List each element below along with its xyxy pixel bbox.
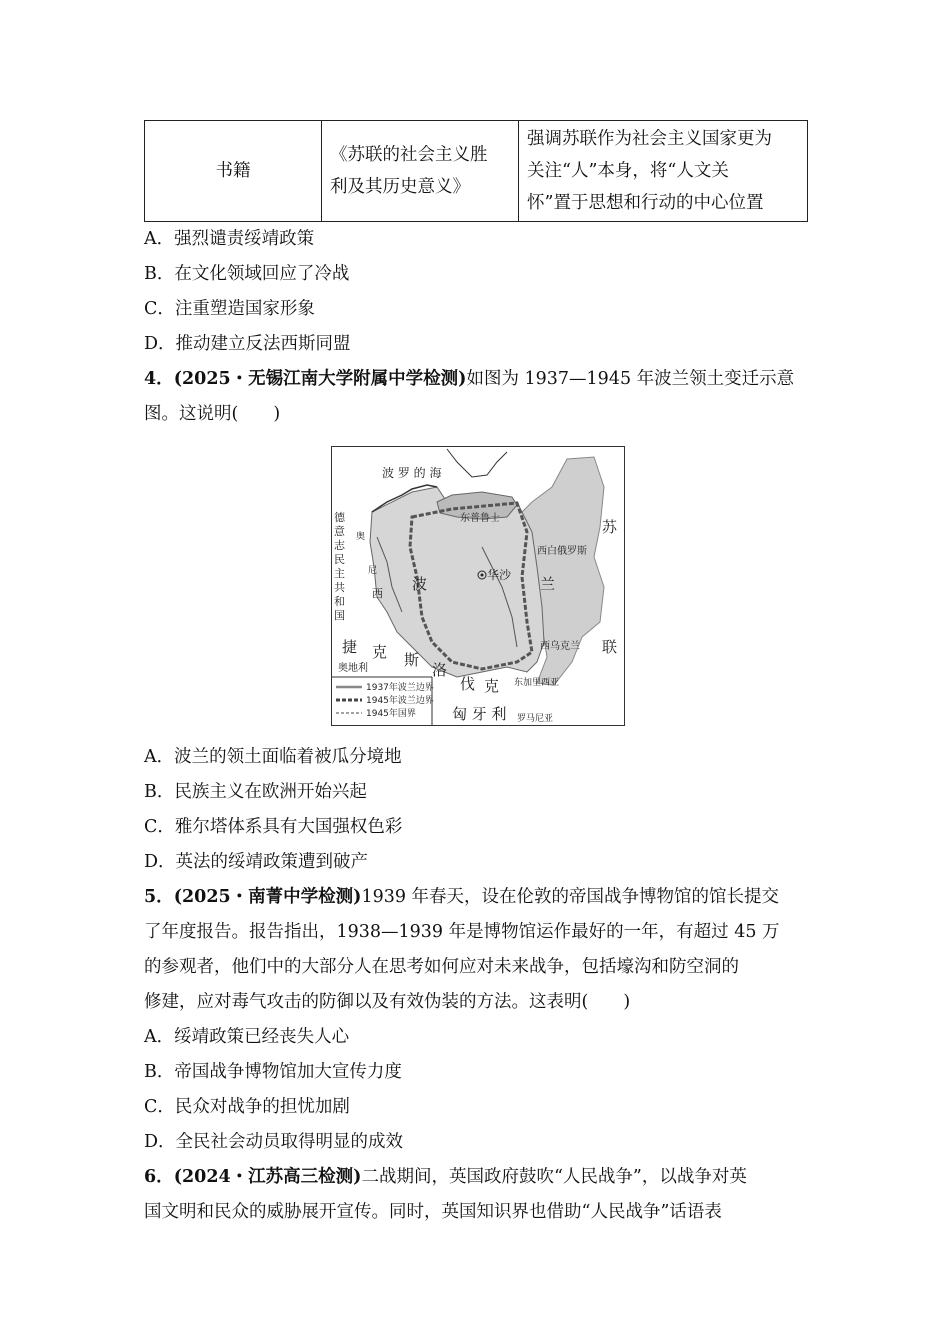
q3-option-c[interactable]: C．注重塑造国家形象: [144, 299, 315, 319]
q5-stem-line: 修建，应对毒气攻击的防御以及有效伪装的方法。这表明( ): [144, 992, 631, 1012]
q6-number: 6．: [144, 1167, 174, 1187]
map-label-west-belarus: 西白俄罗斯: [537, 546, 587, 557]
desc-line: 关注“人”本身，将“人文关: [527, 161, 729, 181]
poland-territory-map: [331, 446, 625, 726]
q5-number: 5．: [144, 887, 174, 907]
q5-source: (2025・南菁中学检测): [173, 887, 362, 907]
map-label-austria: 奥地利: [338, 663, 368, 674]
q3-option-a[interactable]: A．强烈谴责绥靖政策: [144, 229, 315, 249]
gdr-char: 志: [334, 539, 345, 552]
q4-option-b[interactable]: B．民族主义在欧洲开始兴起: [144, 782, 367, 802]
q4-number: 4．: [144, 369, 174, 389]
title-line: 《苏联的社会主义胜: [330, 145, 488, 165]
gdr-char: 民: [334, 553, 345, 566]
warsaw-dot: [481, 574, 484, 577]
scandinavia-coast: [447, 449, 507, 477]
map-label-west-ukraine: 西乌克兰: [540, 641, 580, 652]
q5-stem-line: [144, 880, 808, 915]
q5-option-d[interactable]: D．全民社会动员取得明显的成效: [144, 1132, 404, 1152]
table-row: [145, 121, 808, 222]
map-label-gdr: [334, 511, 346, 622]
q4-option-c[interactable]: C．雅尔塔体系具有大国强权色彩: [144, 817, 403, 837]
gdr-char: 主: [334, 567, 345, 580]
map-label-sea: 波 罗 的 海: [382, 466, 442, 480]
map-label-slovakia-3: 伐: [460, 675, 476, 693]
q5-option-c[interactable]: C．民众对战争的担忧加剧: [144, 1097, 350, 1117]
map-label-czech-1: 捷: [342, 638, 358, 656]
q5-stem-line: 的参观者，他们中的大部分人在思考如何应对未来战争，包括壕沟和防空洞的: [144, 957, 739, 977]
q4-stem-line: 图。这说明( ): [144, 404, 281, 424]
q6-source: (2024・江苏高三检测): [173, 1167, 362, 1187]
map-label-warsaw: 华沙: [487, 568, 512, 582]
q4-source: (2025・无锡江南大学附属中学检测): [173, 369, 467, 389]
legend-label-1937: 1937年波兰边界: [366, 683, 434, 693]
table-cell-desc: [519, 121, 808, 222]
legend-label-border: 1945年国界: [366, 709, 416, 719]
q4-stem: 如图为 1937—1945 年波兰领土变迁示意: [466, 369, 795, 389]
map-label-soviet-3: 联: [602, 638, 618, 656]
q3-option-d[interactable]: D．推动建立反法西斯同盟: [144, 334, 351, 354]
gdr-char: 意: [334, 525, 345, 538]
q3-option-b[interactable]: B．在文化领域回应了冷战: [144, 264, 350, 284]
gdr-char: 德: [334, 511, 345, 524]
table-cell-type: 书籍: [145, 121, 322, 222]
desc-line: 怀”置于思想和行动的中心位置: [527, 193, 764, 213]
q4-option-d[interactable]: D．英法的绥靖政策遭到破产: [144, 852, 369, 872]
map-label-west: 西: [372, 587, 383, 600]
q3-options: [144, 222, 808, 362]
info-table: [144, 120, 808, 222]
q6-stem: 二战期间，英国政府鼓吹“人民战争”，以战争对英: [361, 1167, 747, 1187]
q6-stem-line: 国文明和民众的威胁展开宣传。同时，英国知识界也借助“人民战争”话语表: [144, 1202, 722, 1222]
desc-line: 强调苏联作为社会主义国家更为: [527, 129, 772, 149]
q4-option-a[interactable]: A．波兰的领土面临着被瓜分境地: [144, 747, 402, 767]
map-label-slovakia-1: 斯: [404, 651, 420, 669]
q4-stem-line: [144, 362, 808, 397]
q5-option-a[interactable]: A．绥靖政策已经丧失人心: [144, 1027, 350, 1047]
q5-option-b[interactable]: B．帝国战争博物馆加大宣传力度: [144, 1062, 402, 1082]
map-label-slovakia-2: 洛: [432, 661, 448, 679]
map-label-romania: 罗马尼亚: [517, 714, 554, 724]
legend-label-1945: 1945年波兰边界: [366, 696, 434, 706]
question-5: [144, 880, 808, 1160]
question-6: [144, 1160, 808, 1230]
gdr-char: 和: [334, 595, 345, 608]
gdr-char: 共: [334, 581, 345, 594]
map-label-poland: 波: [412, 575, 428, 593]
q5-stem-line: 了年度报告。报告指出，1938—1939 年是博物馆运作最好的一年，有超过 45 万: [144, 922, 780, 942]
page-content: [144, 120, 808, 1230]
map-label-hungary: 匈 牙 利: [452, 705, 507, 723]
map-label-oder: 奥: [356, 532, 366, 542]
map-label-slovakia-4: 克: [484, 677, 500, 695]
map-label-soviet-2: 兰: [540, 575, 556, 593]
q5-stem: 1939 年春天，设在伦敦的帝国战争博物馆的馆长提交: [361, 887, 780, 907]
map-label-east-galicia: 东加里西亚: [514, 678, 560, 688]
title-line: 利及其历史意义》: [330, 177, 470, 197]
gdr-char: 国: [334, 609, 345, 622]
map-label-czech-2: 克: [372, 643, 388, 661]
map-label-east-prussia: 东普鲁士: [460, 513, 500, 524]
map-label-neisse: 尼: [368, 566, 378, 576]
q6-stem-line: [144, 1160, 808, 1195]
question-4: [144, 362, 808, 880]
map-label-soviet-1: 苏: [602, 518, 618, 536]
map-svg: [332, 447, 624, 725]
table-cell-title: [322, 121, 519, 222]
